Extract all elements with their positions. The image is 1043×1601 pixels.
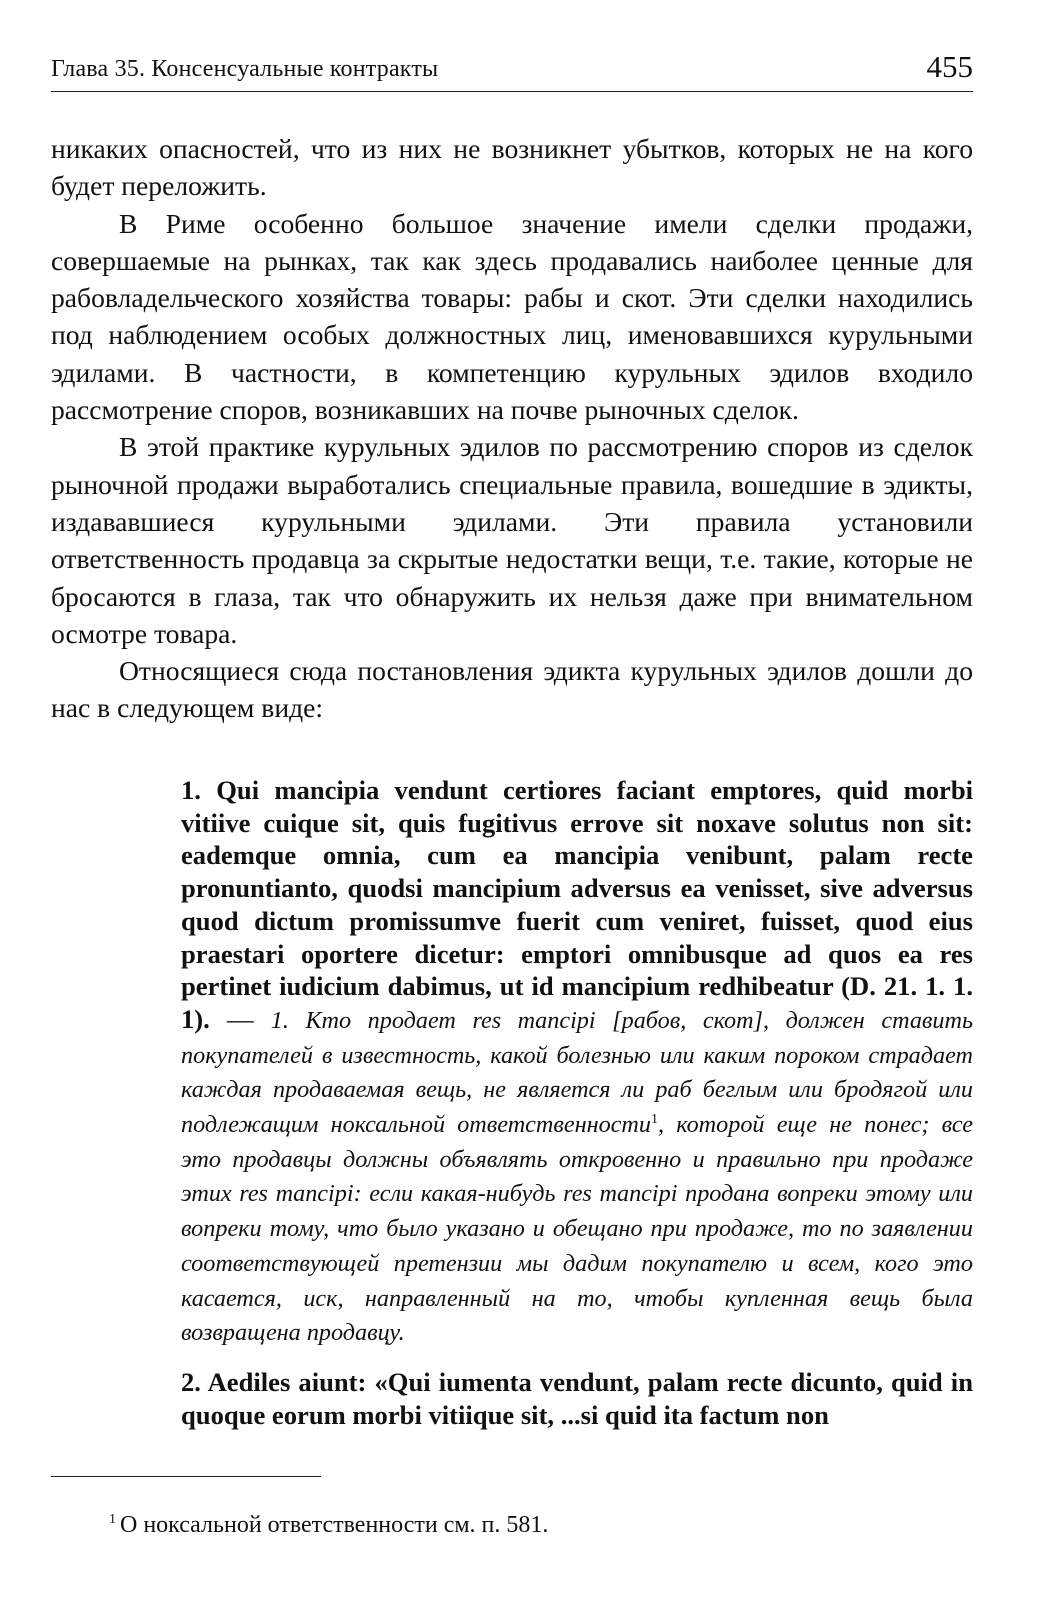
footnote-text: О ноксальной ответственности см. п. 581. — [120, 1512, 549, 1538]
footnote-reference[interactable]: 1 — [650, 1111, 658, 1127]
dash-separator: — — [209, 1003, 271, 1034]
paragraph: Относящиеся сюда постановления эдикта курульных эдилов дошли до нас в следующем виде: — [51, 655, 973, 724]
translation-part: , которой еще не понес; все это продавцы должны объявлять откровенно и правильно при продаже этих res mancipi: если какая-нибудь res mancipi продана вопреки этому или вопреки тому, что было указано и обещано при продаже, то по заявлении соответствующей претензии мы дадим покупателю и всем, кого это касается, иск, направленный на то, чтобы купленная вещь была возвращена продавцу. — [181, 1111, 973, 1347]
page-number: 455 — [926, 49, 973, 84]
russian-translation — [181, 1007, 973, 1346]
footnote-divider — [51, 1476, 321, 1477]
edict-clause-2 — [181, 1366, 973, 1431]
footnote — [109, 1510, 548, 1540]
paragraph: В этой практике курульных эдилов по рассмотрению споров из сделок рыночной продажи выработались специальные правила, вошедшие в эдикты, издававшиеся курульными эдилами. Эти правила установили ответственность продавца за скрытые недостатки вещи, т.е. такие, которые не бросаются в глаза, так что обнаружить их нельзя даже при внимательном осмотре товара. — [51, 431, 973, 649]
paragraph: В Риме особенно большое значение имели сделки продажи, совершаемые на рынках, так как здесь продавались наиболее ценные для рабовладельческого хозяйства товары: рабы и скот. Эти сделки находились под наблюдением особых должностных лиц, именовавшихся курульными эдилами. В частности, в компетенцию курульных эдилов входило рассмотрение споров, возникавших на почве рыночных сделок. — [51, 207, 973, 426]
footnote-number: 1 — [109, 1512, 116, 1527]
running-head — [51, 48, 973, 92]
paragraph-continued: никаких опасностей, что из них не возникнет убытков, которых не на кого будет переложить. — [51, 133, 973, 202]
latin-text: 2. Aediles aiunt: «Qui iumenta vendunt, palam recte dicunto, quid in quoque eorum morbi vitiique sit, ...si quid ita factum non — [181, 1366, 973, 1430]
chapter-title: Глава 35. Консенсуальные контракты — [51, 56, 439, 82]
latin-text: 1. Qui mancipia vendunt certiores faciant emptores, quid morbi vitiive cuique sit, quis fugitivus errove sit noxave solutus non sit: eademque omnia, cum ea mancipia venibunt, palam recte pronuntianto, quodsi mancipium adversus ea venisset, sive adversus quod dictum promissumve fuerit cum veniret, fuisset, quod eius praestari oportere dicetur: emptori omnibusque ad quos ea res pertinet iudicium dabimus, ut id mancipium redhibeatur (D. 21. 1. 1. 1). — [181, 775, 973, 1034]
translation-part: 1. Кто продает res mancipi [рабов, скот], должен ставить покупателей в известность, какой болезнью или каким пороком страдает каждая продаваемая вещь, не является ли раб беглым или бродягой или подлежащим ноксальной ответственности — [181, 1006, 973, 1139]
main-text — [51, 130, 973, 727]
edict-clause-1 — [181, 774, 973, 1350]
edict-quotation — [181, 774, 973, 1447]
book-page — [51, 0, 973, 1601]
